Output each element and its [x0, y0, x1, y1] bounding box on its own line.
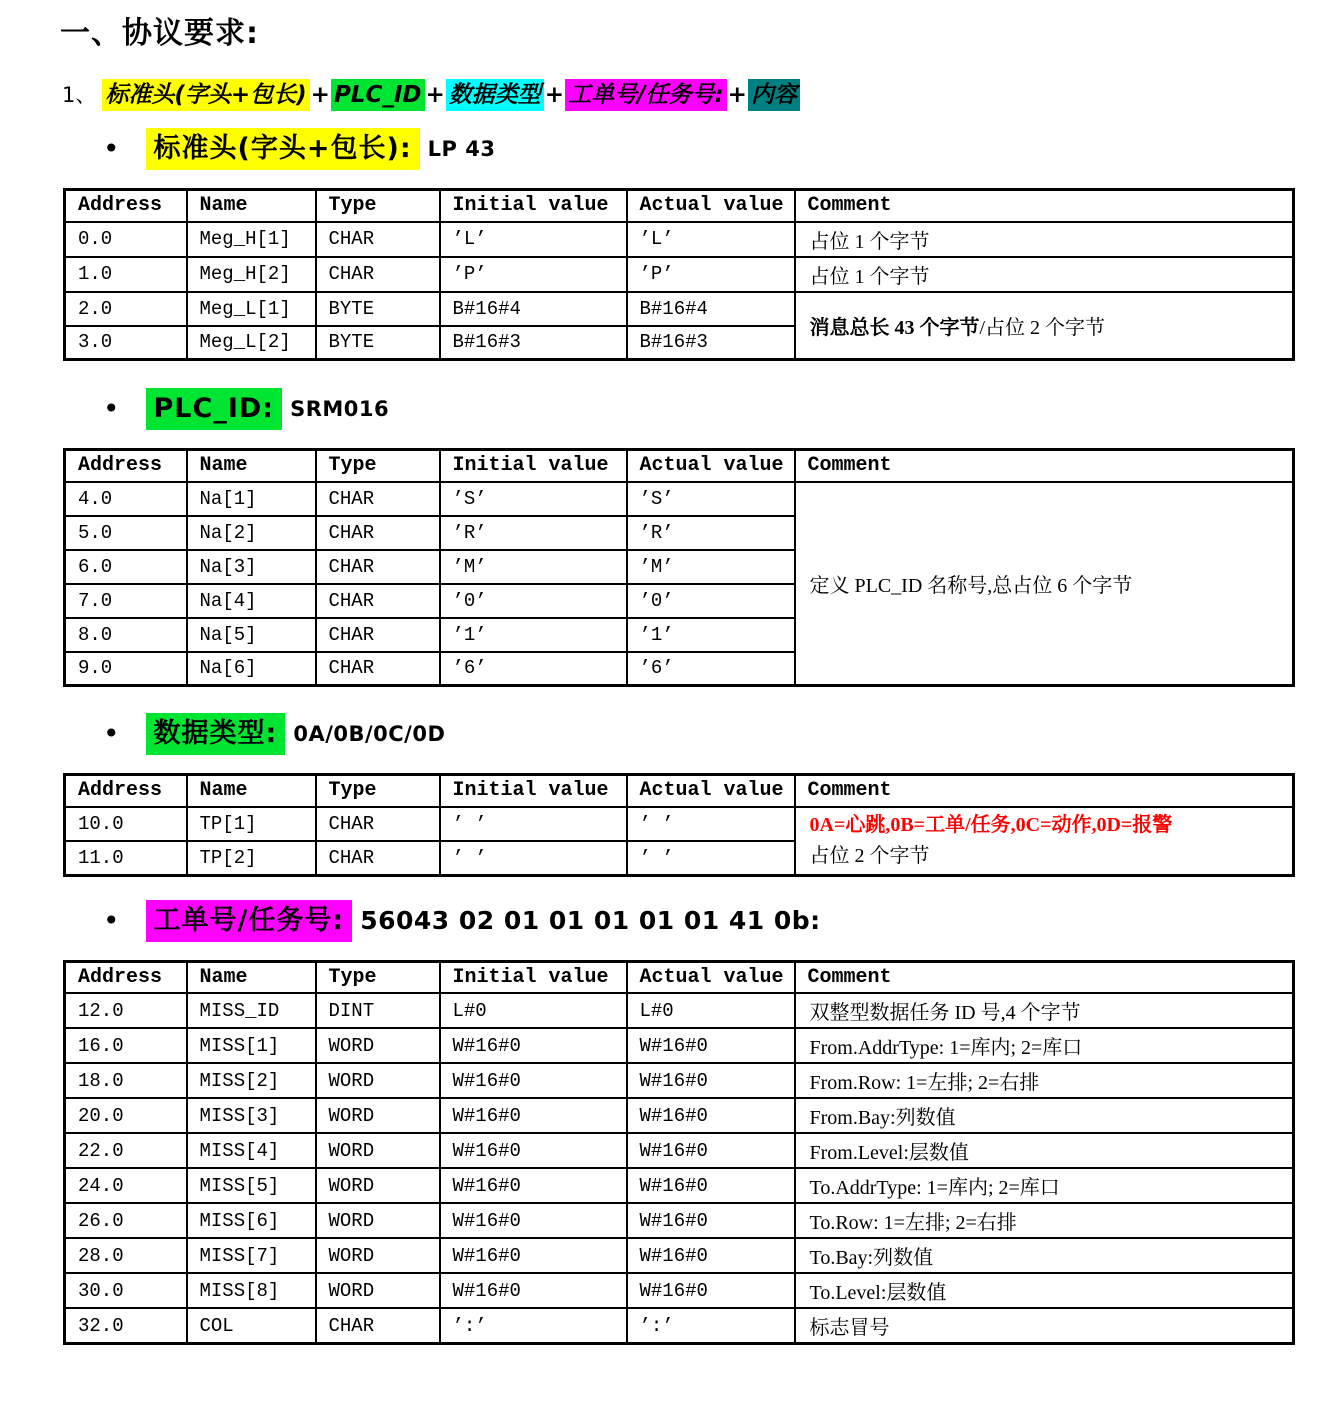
table-row	[65, 993, 1294, 1028]
comment-cell	[795, 1098, 1294, 1133]
table-cell: CHAR	[316, 807, 440, 841]
table-cell: TP[1]	[187, 807, 316, 841]
table-cell: WORD	[316, 1028, 440, 1063]
formula-segment-highlight: 标准头(字头+包长)	[102, 79, 309, 111]
table-header-row	[65, 190, 1294, 222]
table-cell: B#16#3	[627, 326, 795, 360]
column-header: Initial value	[440, 775, 627, 807]
standard-header-table	[63, 188, 1295, 361]
section-data-type	[0, 713, 1344, 877]
table-cell: ’6’	[627, 652, 795, 686]
table-cell: Meg_L[2]	[187, 326, 316, 360]
comment-cell	[795, 1238, 1294, 1273]
table-cell: 28.0	[65, 1238, 187, 1273]
section-heading-data-type: 数据类型:	[146, 713, 286, 755]
comment-cell	[795, 1028, 1294, 1063]
table-cell: ’S’	[440, 482, 627, 516]
table-cell: W#16#0	[440, 1063, 627, 1098]
table-cell: ’S’	[627, 482, 795, 516]
table-cell: MISS[6]	[187, 1203, 316, 1238]
table-cell: TP[2]	[187, 841, 316, 875]
section-heading-standard-header: 标准头(字头+包长):	[146, 128, 420, 170]
comment-cell	[795, 1063, 1294, 1098]
table-cell: ’:’	[627, 1308, 795, 1344]
bullet-icon: •	[103, 132, 120, 165]
comment-text: 占位 1 个字节	[809, 230, 930, 253]
column-header: Initial value	[440, 190, 627, 222]
table-cell: W#16#0	[627, 1063, 795, 1098]
comment-text: From.Level:层数值	[809, 1142, 969, 1164]
table-cell: W#16#0	[440, 1028, 627, 1063]
comment-text: 占位 1 个字节	[809, 265, 930, 288]
section-heading-value: SRM016	[290, 397, 390, 421]
table-cell: WORD	[316, 1273, 440, 1308]
table-cell: W#16#0	[627, 1133, 795, 1168]
table-row	[65, 222, 1294, 257]
table-cell: CHAR	[316, 652, 440, 686]
table-cell: W#16#0	[627, 1168, 795, 1203]
table-cell: 22.0	[65, 1133, 187, 1168]
table-cell: W#16#0	[627, 1028, 795, 1063]
page-title: 一、协议要求:	[60, 16, 259, 51]
bullet-icon: •	[103, 717, 120, 750]
table-cell: W#16#0	[627, 1273, 795, 1308]
table-cell: WORD	[316, 1203, 440, 1238]
table-cell: ’0’	[627, 584, 795, 618]
comment-cell	[795, 993, 1294, 1028]
table-row	[65, 1028, 1294, 1063]
table-cell: 18.0	[65, 1063, 187, 1098]
section-heading-task-number: 工单号/任务号:	[146, 900, 353, 942]
table-cell: ’L’	[440, 222, 627, 257]
comment-text: 占位 2 个字节	[809, 844, 930, 867]
comment-text: 标志冒号	[809, 1317, 890, 1339]
table-cell: ’P’	[627, 257, 795, 292]
table-row	[65, 1203, 1294, 1238]
table-header-row	[65, 961, 1294, 993]
column-header: Comment	[795, 775, 1294, 807]
comment-cell	[795, 292, 1294, 360]
table-cell: CHAR	[316, 841, 440, 875]
document-page	[0, 8, 1344, 1410]
column-header: Address	[65, 190, 187, 222]
table-cell: ’1’	[627, 618, 795, 652]
table-cell: ’:’	[440, 1308, 627, 1344]
table-cell: 8.0	[65, 618, 187, 652]
table-cell: CHAR	[316, 584, 440, 618]
column-header: Type	[316, 961, 440, 993]
table-cell: ’M’	[627, 550, 795, 584]
formula-segment-highlight: PLC_ID	[331, 79, 425, 111]
table-cell: MISS[8]	[187, 1273, 316, 1308]
table-cell: COL	[187, 1308, 316, 1344]
table-cell: MISS_ID	[187, 993, 316, 1028]
comment-cell	[795, 1203, 1294, 1238]
table-row	[65, 1238, 1294, 1273]
table-cell: 24.0	[65, 1168, 187, 1203]
table-cell: W#16#0	[440, 1273, 627, 1308]
column-header: Address	[65, 450, 187, 482]
table-cell: W#16#0	[440, 1133, 627, 1168]
data-type-table	[63, 773, 1295, 877]
section-standard-header	[0, 128, 1344, 361]
table-header-row	[65, 450, 1294, 482]
column-header: Name	[187, 775, 316, 807]
comment-cell	[795, 257, 1294, 292]
table-cell: WORD	[316, 1098, 440, 1133]
formula-segment-highlight: 工单号/任务号:	[565, 79, 727, 111]
column-header: Type	[316, 190, 440, 222]
table-cell: 20.0	[65, 1098, 187, 1133]
column-header: Initial value	[440, 961, 627, 993]
column-header: Type	[316, 450, 440, 482]
protocol-formula	[62, 79, 1344, 111]
table-cell: CHAR	[316, 618, 440, 652]
table-cell: CHAR	[316, 482, 440, 516]
table-cell: L#0	[440, 993, 627, 1028]
table-cell: WORD	[316, 1238, 440, 1273]
table-cell: CHAR	[316, 550, 440, 584]
comment-text: 消息总长 43 个字节	[809, 316, 980, 339]
table-cell: CHAR	[316, 516, 440, 550]
table-row	[65, 1168, 1294, 1203]
column-header: Name	[187, 190, 316, 222]
table-row	[65, 292, 1294, 326]
table-cell: MISS[1]	[187, 1028, 316, 1063]
comment-text: 双整型数据任务 ID 号,4 个字节	[809, 1002, 1081, 1024]
table-cell: ’R’	[627, 516, 795, 550]
table-cell: MISS[2]	[187, 1063, 316, 1098]
column-header: Comment	[795, 961, 1294, 993]
table-cell: 9.0	[65, 652, 187, 686]
table-cell: W#16#0	[440, 1098, 627, 1133]
table-cell: Na[2]	[187, 516, 316, 550]
table-cell: WORD	[316, 1168, 440, 1203]
column-header: Actual value	[627, 190, 795, 222]
table-cell: 3.0	[65, 326, 187, 360]
formula-plus: +	[544, 82, 565, 108]
comment-text: 定义 PLC_ID 名称号,总占位 6 个字节	[809, 574, 1133, 597]
table-cell: Meg_H[1]	[187, 222, 316, 257]
formula-segment-highlight: 数据类型	[446, 79, 544, 111]
table-cell: L#0	[627, 993, 795, 1028]
comment-cell	[795, 222, 1294, 257]
table-row	[65, 1063, 1294, 1098]
formula-plus: +	[425, 82, 445, 108]
table-cell: 10.0	[65, 807, 187, 841]
table-row	[65, 1133, 1294, 1168]
table-cell: Na[5]	[187, 618, 316, 652]
table-cell: MISS[3]	[187, 1098, 316, 1133]
table-cell: WORD	[316, 1063, 440, 1098]
comment-cell	[795, 1273, 1294, 1308]
formula-list-number: 1、	[62, 83, 97, 107]
column-header: Actual value	[627, 450, 795, 482]
comment-cell	[795, 482, 1294, 686]
table-cell: ’ ’	[440, 841, 627, 875]
table-cell: ’R’	[440, 516, 627, 550]
table-cell: 4.0	[65, 482, 187, 516]
table-cell: 30.0	[65, 1273, 187, 1308]
table-row	[65, 1308, 1294, 1344]
plc-id-table	[63, 448, 1295, 687]
comment-cell	[795, 1308, 1294, 1344]
section-heading-line	[103, 713, 1344, 755]
table-cell: BYTE	[316, 326, 440, 360]
table-cell: MISS[7]	[187, 1238, 316, 1273]
comment-text: To.Row: 1=左排; 2=右排	[809, 1212, 1017, 1234]
table-row	[65, 1098, 1294, 1133]
comment-text: To.Level:层数值	[809, 1282, 947, 1304]
table-cell: 7.0	[65, 584, 187, 618]
table-cell: ’ ’	[627, 807, 795, 841]
table-cell: Na[3]	[187, 550, 316, 584]
section-heading-value: LP 43	[427, 137, 496, 161]
table-cell: Na[4]	[187, 584, 316, 618]
table-cell: MISS[4]	[187, 1133, 316, 1168]
section-task-number	[0, 900, 1344, 1346]
table-cell: CHAR	[316, 222, 440, 257]
table-row	[65, 1273, 1294, 1308]
comment-text: To.AddrType: 1=库内; 2=库口	[809, 1177, 1060, 1199]
table-cell: B#16#4	[627, 292, 795, 326]
table-cell: Na[6]	[187, 652, 316, 686]
table-row	[65, 257, 1294, 292]
column-header: Initial value	[440, 450, 627, 482]
section-heading-value: 56043 02 01 01 01 01 01 41 0b:	[360, 906, 821, 935]
table-cell: 2.0	[65, 292, 187, 326]
comment-cell	[795, 1168, 1294, 1203]
column-header: Type	[316, 775, 440, 807]
formula-plus: +	[310, 82, 330, 108]
table-cell: ’1’	[440, 618, 627, 652]
bullet-icon: •	[103, 903, 120, 937]
comment-cell	[795, 807, 1294, 876]
column-header: Address	[65, 961, 187, 993]
table-cell: 16.0	[65, 1028, 187, 1063]
section-heading-plc-id: PLC_ID:	[146, 388, 283, 430]
bullet-icon: •	[103, 392, 120, 425]
section-heading-line	[103, 900, 1344, 942]
table-cell: ’6’	[440, 652, 627, 686]
table-cell: Meg_H[2]	[187, 257, 316, 292]
column-header: Actual value	[627, 961, 795, 993]
section-plc-id	[0, 388, 1344, 687]
table-cell: ’0’	[440, 584, 627, 618]
section-heading-line	[103, 388, 1344, 430]
task-number-table	[63, 960, 1295, 1346]
table-cell: 1.0	[65, 257, 187, 292]
comment-text: From.Row: 1=左排; 2=右排	[809, 1072, 1040, 1094]
comment-text: From.AddrType: 1=库内; 2=库口	[809, 1037, 1083, 1059]
column-header: Name	[187, 961, 316, 993]
table-cell: Meg_L[1]	[187, 292, 316, 326]
column-header: Address	[65, 775, 187, 807]
table-cell: ’M’	[440, 550, 627, 584]
table-cell: CHAR	[316, 257, 440, 292]
column-header: Actual value	[627, 775, 795, 807]
table-cell: 26.0	[65, 1203, 187, 1238]
comment-text: From.Bay:列数值	[809, 1107, 956, 1129]
table-row	[65, 807, 1294, 841]
table-cell: W#16#0	[627, 1238, 795, 1273]
formula-segment-highlight: 内容	[748, 79, 800, 111]
table-cell: MISS[5]	[187, 1168, 316, 1203]
table-cell: 32.0	[65, 1308, 187, 1344]
table-cell: 11.0	[65, 841, 187, 875]
table-cell: 12.0	[65, 993, 187, 1028]
table-cell: ’L’	[627, 222, 795, 257]
comment-text: 0A=心跳,0B=工单/任务,0C=动作,0D=报警	[809, 813, 1173, 836]
table-cell: WORD	[316, 1133, 440, 1168]
comment-text: /占位 2 个字节	[979, 316, 1106, 339]
column-header: Comment	[795, 190, 1294, 222]
table-cell: Na[1]	[187, 482, 316, 516]
section-heading-value: 0A/0B/0C/0D	[293, 722, 446, 746]
table-cell: CHAR	[316, 1308, 440, 1344]
table-cell: BYTE	[316, 292, 440, 326]
table-cell: ’ ’	[627, 841, 795, 875]
table-cell: ’ ’	[440, 807, 627, 841]
table-cell: 5.0	[65, 516, 187, 550]
table-cell: W#16#0	[440, 1168, 627, 1203]
formula-segments	[102, 83, 800, 108]
formula-plus: +	[727, 82, 747, 108]
table-cell: W#16#0	[627, 1203, 795, 1238]
table-row	[65, 482, 1294, 516]
table-cell: W#16#0	[440, 1238, 627, 1273]
comment-text: To.Bay:列数值	[809, 1247, 934, 1269]
table-cell: B#16#4	[440, 292, 627, 326]
column-header: Comment	[795, 450, 1294, 482]
table-cell: 0.0	[65, 222, 187, 257]
table-cell: ’P’	[440, 257, 627, 292]
table-cell: DINT	[316, 993, 440, 1028]
section-heading-line	[103, 128, 1344, 170]
comment-cell	[795, 1133, 1294, 1168]
table-cell: W#16#0	[440, 1203, 627, 1238]
table-cell: 6.0	[65, 550, 187, 584]
table-cell: W#16#0	[627, 1098, 795, 1133]
table-header-row	[65, 775, 1294, 807]
table-cell: B#16#3	[440, 326, 627, 360]
column-header: Name	[187, 450, 316, 482]
